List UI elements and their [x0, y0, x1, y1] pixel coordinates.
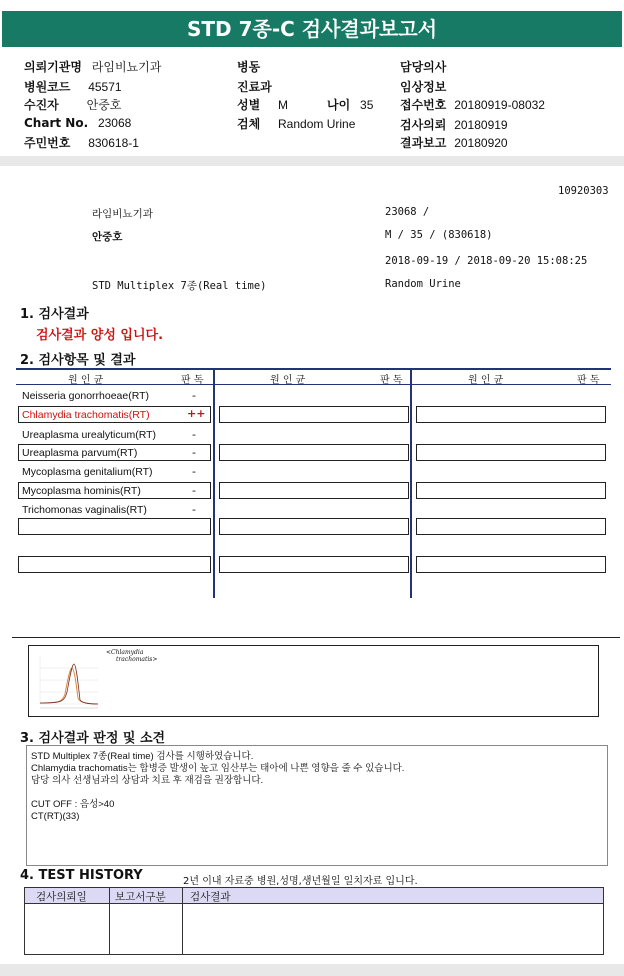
- hospital-code-value: 45571: [88, 80, 122, 94]
- doctor-label: 담당의사: [400, 60, 447, 74]
- patient-value: 안중호: [86, 98, 122, 112]
- mid-box-7: [219, 518, 409, 535]
- clinical-label: 임상정보: [400, 80, 447, 94]
- report-date-label: 결과보고: [400, 136, 447, 150]
- positive-result-text: 검사결과 양성 입니다.: [36, 328, 164, 343]
- item-name-4: Mycoplasma genitalium(RT): [22, 466, 153, 478]
- institution-label: 의뢰기관명: [24, 60, 82, 74]
- receipt-label: 접수번호: [400, 98, 447, 112]
- footer-band: [0, 964, 624, 976]
- hospital-code-row: [24, 78, 122, 95]
- sex-value: M: [278, 98, 289, 112]
- sex-label: 성별: [237, 98, 261, 112]
- doctor-row: [400, 58, 446, 75]
- col-item-header: 원 인 균: [68, 375, 104, 386]
- history-col-date: 검사의뢰일: [36, 891, 87, 903]
- ward-label: 병동: [237, 60, 261, 74]
- col-result-header-2: 판 독: [380, 375, 403, 386]
- item-name-1: Chlamydia trachomatis(RT): [22, 409, 150, 421]
- mid-box-5: [219, 482, 409, 499]
- right-box-7: [416, 518, 606, 535]
- dept-label: 진료과: [237, 80, 272, 94]
- history-divider-1: [109, 887, 110, 955]
- item-name-2: Ureaplasma urealyticum(RT): [22, 429, 157, 441]
- right-box-1: [416, 406, 606, 423]
- item-result-2: -: [192, 428, 196, 441]
- report-title: STD 7종-C 검사결과보고서: [2, 11, 622, 47]
- chart-label: Chart No.: [24, 116, 89, 130]
- institution-value: 라임비뇨기과: [91, 60, 162, 74]
- col-item-header-3: 원 인 균: [468, 375, 504, 386]
- ward-row: [237, 58, 260, 75]
- item-result-0: -: [192, 389, 196, 402]
- table-top-line: [16, 368, 611, 370]
- chart-row: [24, 116, 131, 130]
- request-label: 검사의뢰: [400, 118, 447, 132]
- item-name-5: Mycoplasma hominis(RT): [22, 485, 141, 497]
- patient-row: [24, 96, 121, 113]
- col-result-header-3: 판 독: [577, 375, 600, 386]
- specimen-label: 검체: [237, 117, 261, 131]
- section1-title: 1. 검사결과: [20, 307, 89, 322]
- history-header-row: [25, 888, 603, 904]
- specimen-row: [237, 115, 355, 132]
- detail-dates: 2018-09-19 / 2018-09-20 15:08:25: [385, 255, 588, 267]
- row-box-7: [18, 518, 211, 535]
- request-row: [400, 116, 508, 133]
- item-result-5: -: [192, 484, 196, 497]
- resident-row: [24, 134, 139, 151]
- patient-label: 수진자: [24, 98, 59, 112]
- col-result-header: 판 독: [181, 375, 204, 386]
- col-item-header-2: 원 인 균: [270, 375, 306, 386]
- item-name-0: Neisseria gonorrhoeae(RT): [22, 390, 150, 402]
- right-box-3: [416, 444, 606, 461]
- detail-specimen: Random Urine: [385, 278, 461, 290]
- detail-name: 안중호: [92, 231, 123, 243]
- section3-title: 3. 검사결과 판정 및 소견: [20, 731, 166, 746]
- mid-box-9: [219, 556, 409, 573]
- mid-box-1: [219, 406, 409, 423]
- table-divider-1: [213, 368, 215, 598]
- report-date-row: [400, 134, 508, 151]
- detail-chart-line: 23068 /: [385, 206, 430, 218]
- item-result-1: ++: [187, 407, 206, 420]
- item-name-3: Ureaplasma parvum(RT): [22, 447, 138, 459]
- graph-legend: [106, 649, 157, 663]
- history-note: 2년 이내 자료중 병원,성명,생년월일 일치자료 입니다.: [183, 876, 418, 887]
- section-rule: [12, 637, 620, 638]
- resident-value: 830618-1: [88, 136, 139, 150]
- history-divider-2: [182, 887, 183, 955]
- request-value: 20180919: [454, 118, 508, 132]
- right-box-5: [416, 482, 606, 499]
- item-result-6: -: [192, 503, 196, 516]
- curve-dark: [40, 664, 98, 704]
- row-box-9: [18, 556, 211, 573]
- age-value: 35: [360, 98, 374, 112]
- header-separator: [0, 156, 624, 166]
- history-col-type: 보고서구분: [115, 891, 166, 903]
- mid-box-3: [219, 444, 409, 461]
- graph-legend-line1: <Chlamydia: [106, 649, 144, 656]
- clinical-row: [400, 78, 446, 95]
- sex-row: [237, 96, 288, 113]
- right-box-9: [416, 556, 606, 573]
- curve-orange: [40, 668, 98, 704]
- dept-row: [237, 78, 272, 95]
- specimen-value: Random Urine: [278, 117, 356, 131]
- detail-clinic: 라임비뇨기과: [92, 208, 153, 220]
- detail-test-name: STD Multiplex 7종(Real time): [92, 280, 267, 292]
- item-name-6: Trichomonas vaginalis(RT): [22, 504, 147, 516]
- resident-label: 주민번호: [24, 136, 71, 150]
- institution-row: [24, 58, 161, 75]
- graph-legend-line2: trachomatis>: [116, 656, 158, 663]
- comment-text: STD Multiplex 7종(Real time) 검사를 시행하였습니다. Chlamydia trachomatis는 합병증 발생이 높고 임산부는 태아에 나쁜 영향을 줄 수 있습니다. 담당 의사 선생님과의 상담과 치료 후 재검을 권장합니다. CUT OFF : 음성>40 CT(RT)(33): [31, 751, 405, 822]
- doc-number: 10920303: [558, 185, 609, 197]
- item-result-4: -: [192, 465, 196, 478]
- item-result-3: -: [192, 446, 196, 459]
- table-header-line: [16, 384, 611, 385]
- age-row: [327, 96, 373, 113]
- age-label: 나이: [327, 98, 351, 112]
- history-col-result: 검사결과: [190, 891, 231, 903]
- table-divider-2: [410, 368, 412, 598]
- receipt-row: [400, 96, 545, 113]
- report-date-value: 20180920: [454, 136, 508, 150]
- section2-title: 2. 검사항목 및 결과: [20, 353, 136, 368]
- section4-title: 4. TEST HISTORY: [20, 868, 143, 883]
- hospital-code-label: 병원코드: [24, 80, 71, 94]
- detail-sex-age: M / 35 / (830618): [385, 229, 493, 241]
- receipt-value: 20180919-08032: [454, 98, 545, 112]
- chart-value: 23068: [97, 116, 132, 130]
